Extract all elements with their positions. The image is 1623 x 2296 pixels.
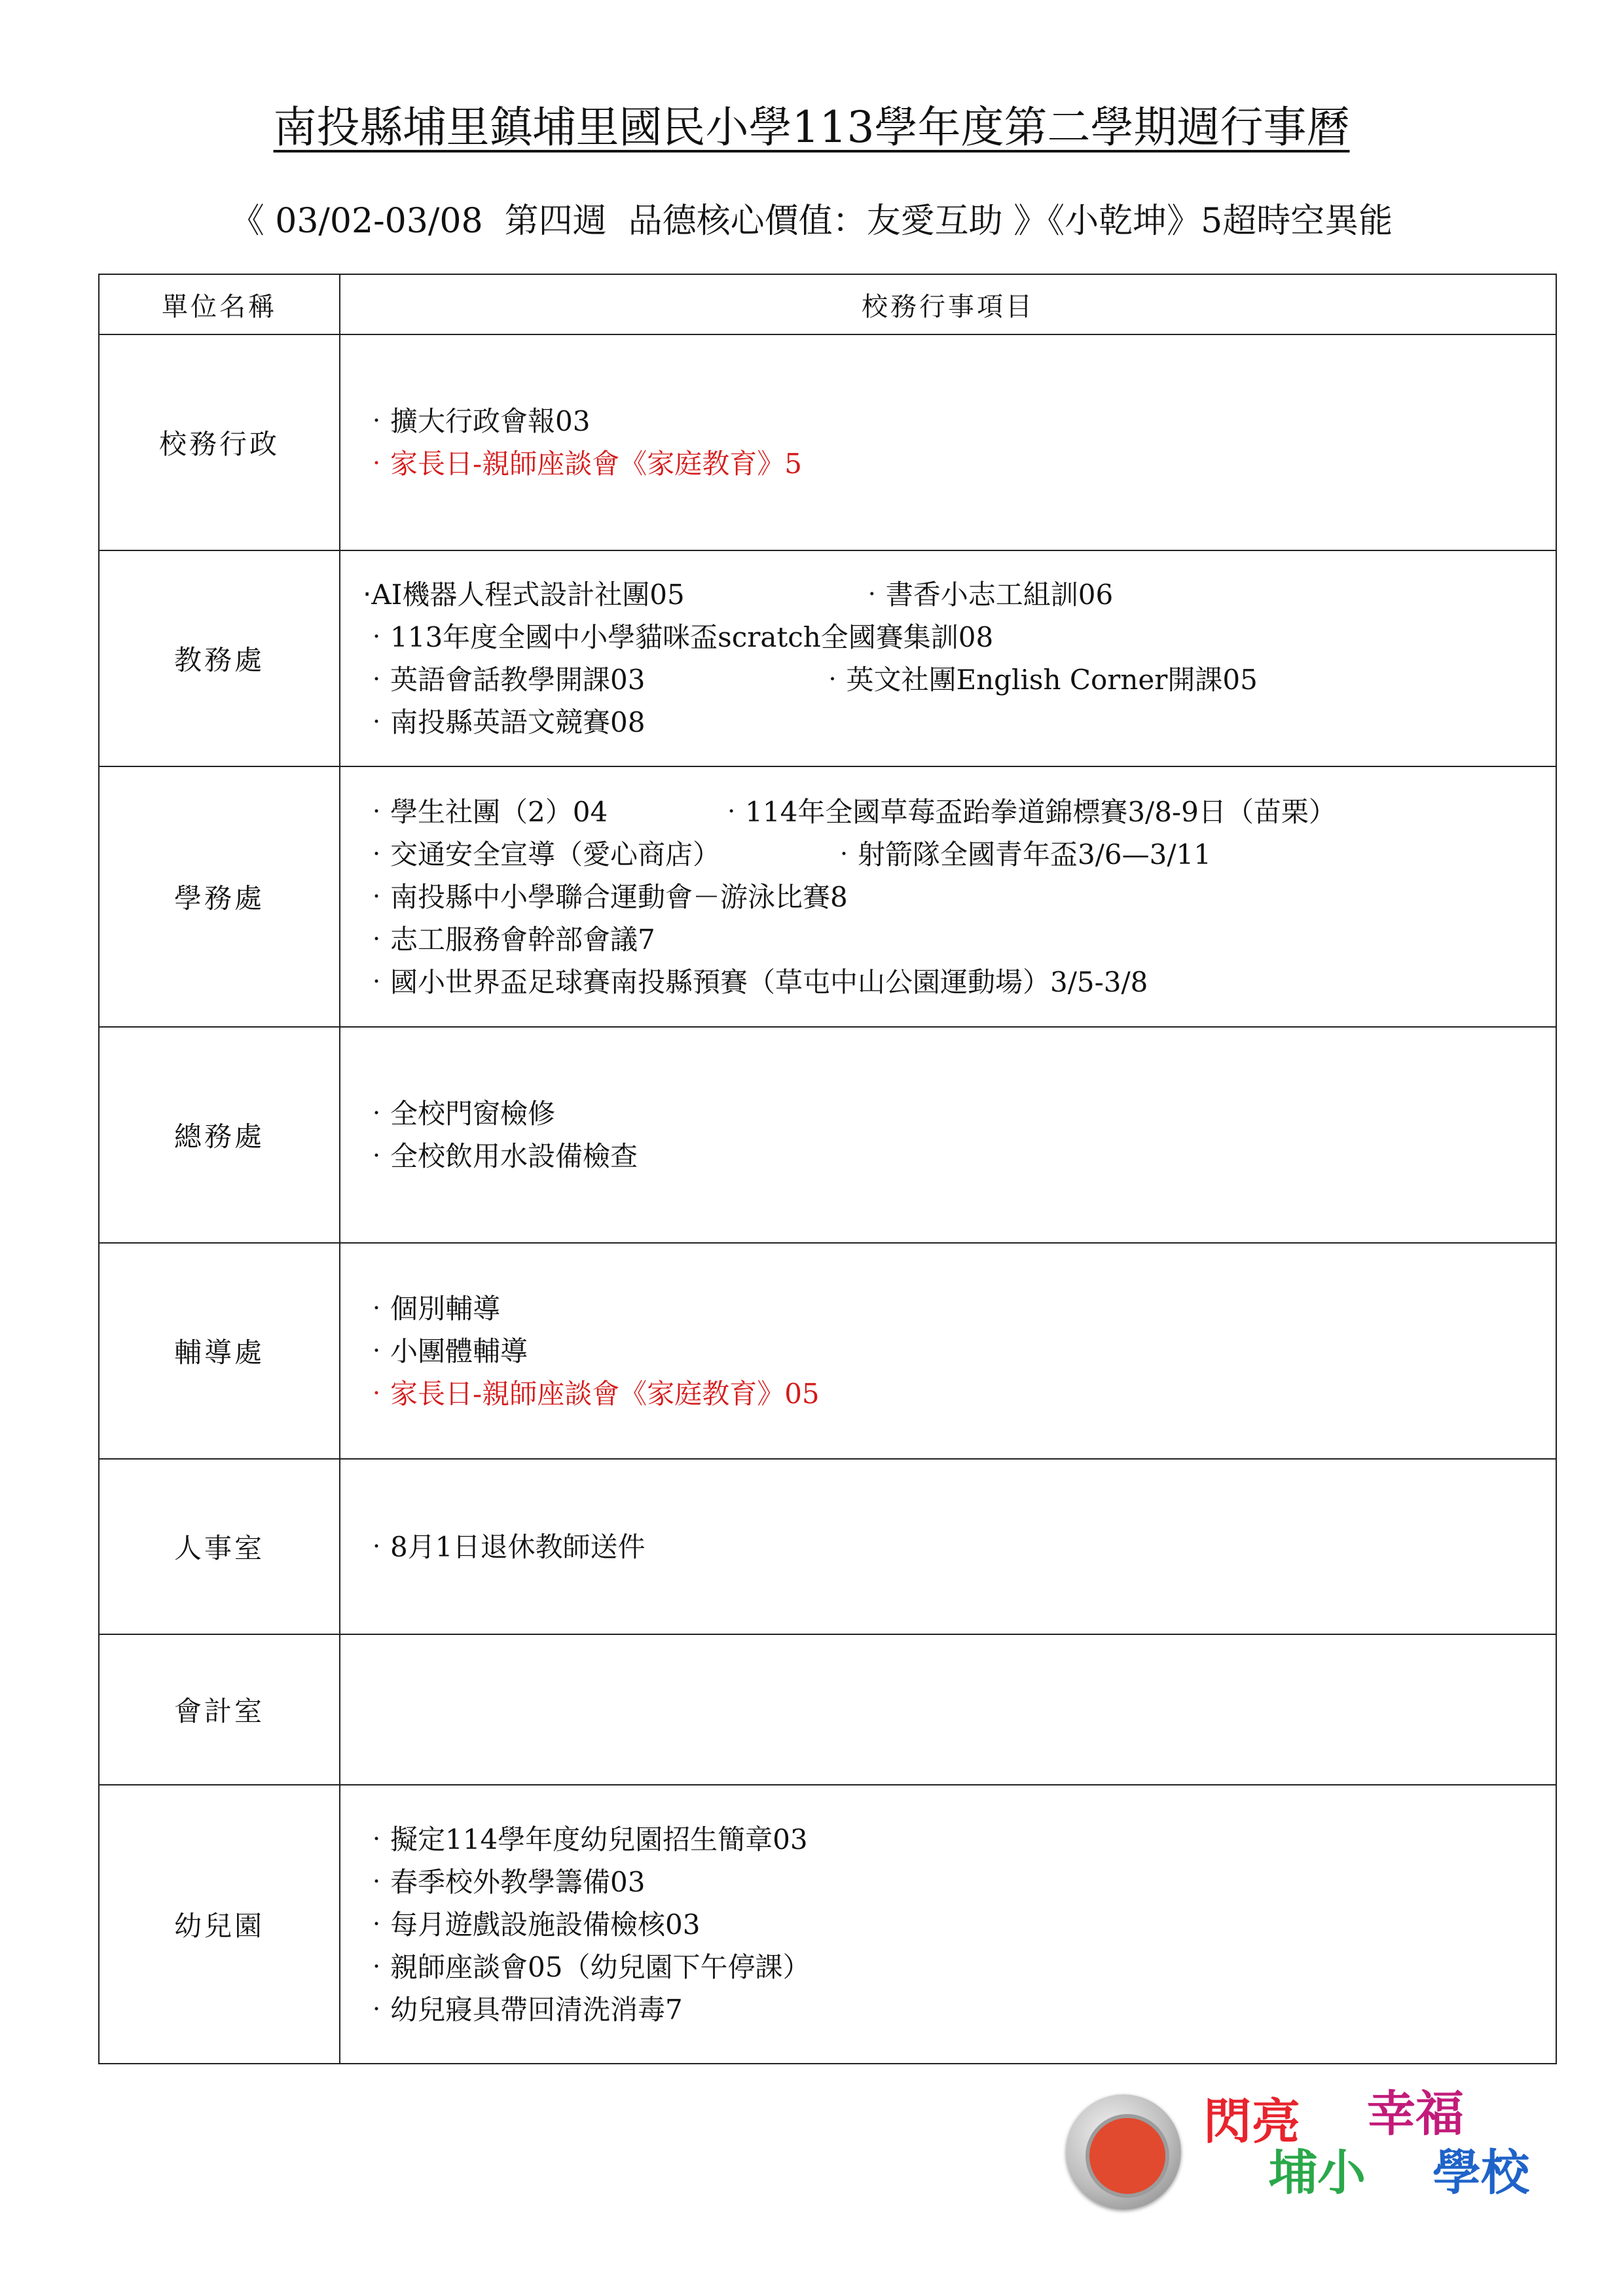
table-row bbox=[99, 1243, 1556, 1459]
item-text: ‧南投縣英語文競賽08 bbox=[363, 706, 646, 738]
table-header-row bbox=[99, 274, 1556, 334]
unit-name: 幼兒園 bbox=[99, 1785, 340, 2064]
list-item bbox=[363, 1330, 1556, 1372]
header-unit: 單位名稱 bbox=[99, 274, 340, 334]
list-item bbox=[363, 1135, 1556, 1177]
unit-name: 總務處 bbox=[99, 1027, 340, 1243]
item-text: ‧南投縣中小學聯合運動會－游泳比賽8 bbox=[363, 880, 848, 913]
unit-name: 學務處 bbox=[99, 766, 340, 1027]
unit-name: 人事室 bbox=[99, 1459, 340, 1634]
item-text: ‧交通安全宣導（愛心商店） bbox=[363, 838, 721, 870]
item-text: ‧春季校外教學籌備03 bbox=[363, 1865, 646, 1898]
item-text: ‧幼兒寢具帶回清洗消毒7 bbox=[363, 1993, 683, 2026]
item-text: ‧全校飲用水設備檢查 bbox=[363, 1140, 638, 1172]
list-item bbox=[363, 1988, 1556, 2031]
unit-items bbox=[340, 1027, 1556, 1243]
item-text: ‧全校門窗檢修 bbox=[363, 1098, 556, 1130]
unit-items bbox=[340, 766, 1556, 1027]
list-item bbox=[363, 400, 1556, 442]
logo-text-4: 學校 bbox=[1432, 2145, 1529, 2201]
table-row bbox=[99, 1785, 1556, 2064]
unit-name: 校務行政 bbox=[99, 334, 340, 550]
item-text: ‧每月遊戲設施設備檢核03 bbox=[363, 1908, 701, 1941]
item-text: ‧英語會話教學開課03 bbox=[363, 664, 646, 696]
list-item bbox=[363, 573, 1556, 616]
table-row bbox=[99, 334, 1556, 550]
list-item bbox=[363, 658, 1556, 701]
item-text-secondary: ‧114年全國草莓盃跆拳道錦標賽3/8-9日（苗栗） bbox=[718, 795, 1336, 828]
logo-text-1: 閃亮 bbox=[1203, 2094, 1300, 2150]
item-text: ‧親師座談會05（幼兒園下午停課） bbox=[363, 1950, 811, 1983]
page-title bbox=[0, 98, 1623, 157]
page-title-text: 南投縣埔里鎮埔里國民小學113學年度第二學期週行事曆 bbox=[273, 102, 1350, 152]
list-item bbox=[363, 1903, 1556, 1946]
list-item bbox=[363, 1526, 1556, 1568]
item-text: ‧學生社團（2）04 bbox=[363, 795, 608, 828]
table-row bbox=[99, 766, 1556, 1027]
list-item bbox=[363, 833, 1556, 876]
item-text-secondary: ‧英文社團English Corner開課05 bbox=[818, 664, 1258, 696]
list-item bbox=[363, 1946, 1556, 1988]
unit-items bbox=[340, 1459, 1556, 1634]
list-item bbox=[363, 961, 1556, 1003]
header-items: 校務行事項目 bbox=[340, 274, 1556, 334]
schedule-table bbox=[98, 274, 1557, 2064]
unit-name: 輔導處 bbox=[99, 1243, 340, 1459]
table-row bbox=[99, 1027, 1556, 1243]
list-item bbox=[363, 616, 1556, 658]
logo-emblem-icon bbox=[1066, 2094, 1181, 2210]
list-item bbox=[363, 876, 1556, 918]
item-text: ‧家長日-親師座談會《家庭教育》05 bbox=[363, 1377, 820, 1410]
item-text: ‧家長日-親師座談會《家庭教育》5 bbox=[363, 448, 802, 480]
list-item bbox=[363, 1372, 1556, 1415]
item-text: ‧113年度全國中小學貓咪盃scratch全國賽集訓08 bbox=[363, 621, 994, 653]
unit-items bbox=[340, 1785, 1556, 2064]
table-row bbox=[99, 1459, 1556, 1634]
item-text-secondary: ‧書香小志工組訓06 bbox=[858, 579, 1114, 611]
list-item bbox=[363, 701, 1556, 744]
item-text: ‧志工服務會幹部會議7 bbox=[363, 923, 655, 956]
logo-text-2: 幸福 bbox=[1367, 2086, 1464, 2142]
unit-name: 會計室 bbox=[99, 1634, 340, 1785]
item-text: ‧國小世界盃足球賽南投縣預賽（草屯中山公園運動場）3/5-3/8 bbox=[363, 965, 1148, 998]
list-item bbox=[363, 918, 1556, 961]
list-item bbox=[363, 1861, 1556, 1903]
unit-items bbox=[340, 1243, 1556, 1459]
item-text-secondary: ‧射箭隊全國青年盃3/6—3/11 bbox=[830, 838, 1211, 870]
week-subtitle: 《 03/02-03/08 第四週 品德核心價值：友愛互助 》《小乾坤》5超時空異能 bbox=[230, 202, 1393, 241]
unit-name: 教務處 bbox=[99, 550, 340, 766]
item-text: ‧擬定114學年度幼兒園招生簡章03 bbox=[363, 1823, 808, 1856]
item-text: ‧小團體輔導 bbox=[363, 1335, 528, 1367]
unit-items bbox=[340, 1634, 1556, 1785]
list-item bbox=[363, 791, 1556, 833]
unit-items bbox=[340, 334, 1556, 550]
list-item bbox=[363, 1092, 1556, 1135]
list-item bbox=[363, 1287, 1556, 1330]
item-text: ‧AI機器人程式設計社團05 bbox=[363, 579, 685, 611]
list-item bbox=[363, 1818, 1556, 1861]
item-text: ‧8月1日退休教師送件 bbox=[363, 1530, 646, 1563]
item-text: ‧擴大行政會報03 bbox=[363, 405, 591, 437]
table-row bbox=[99, 1634, 1556, 1785]
school-logo bbox=[1059, 2088, 1545, 2219]
item-text: ‧個別輔導 bbox=[363, 1292, 501, 1325]
list-item bbox=[363, 442, 1556, 485]
logo-text-3: 埔小 bbox=[1269, 2145, 1366, 2201]
table-row bbox=[99, 550, 1556, 766]
unit-items bbox=[340, 550, 1556, 766]
